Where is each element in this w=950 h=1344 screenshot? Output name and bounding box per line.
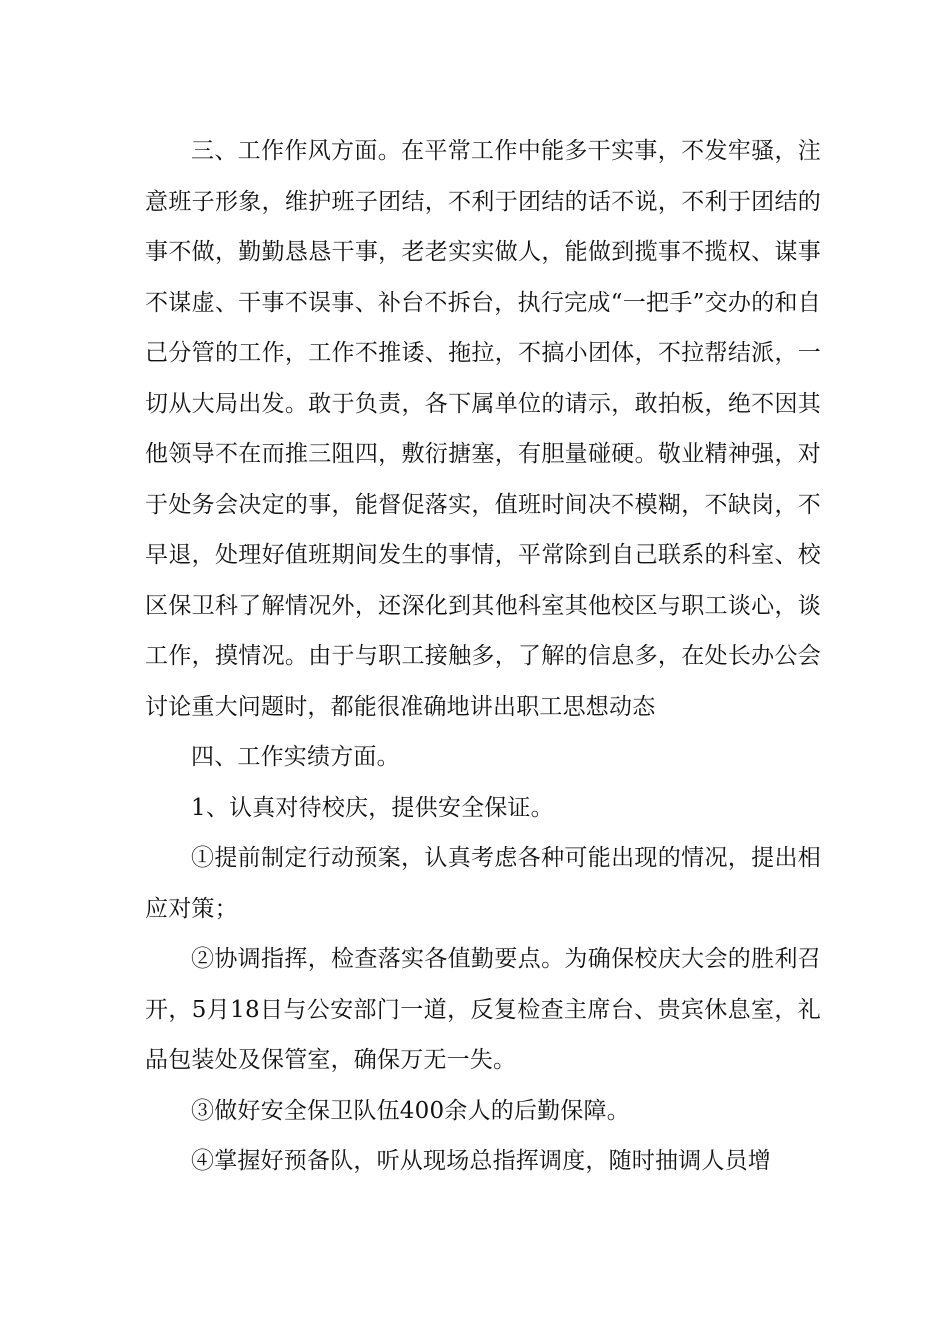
paragraph-subitem-3: ③做好安全保卫队伍400余人的后勤保障。 (191, 1097, 630, 1124)
paragraph-subitem-1: ①提前制定行动预案，认真考虑各种可能出现的情况，提出相应对策； (145, 845, 821, 922)
paragraph-item-1: 1、认真对待校庆，提供安全保证。 (191, 794, 554, 821)
paragraph-subitem-2: ②协调指挥，检查落实各值勤要点。为确保校庆大会的胜利召开，5月18日与公安部门一道，反复检查主席台、贵宾休息室，礼品包装处及保管室，确保万无一失。 (145, 946, 821, 1073)
paragraph-work-style: 三、工作作风方面。在平常工作中能多干实事，不发牢骚，注意班子形象，维护班子团结，不利于团结的话不说，不利于团结的事不做，勤勤恳恳干事，老老实实做人，能做到揽事不揽权、谋事不谋虚、干事不误事、补台不拆台，执行完成“一把手”交办的和自己分管的工作，工作不推诿、拖拉，不搞小团体，不拉帮结派，一切从大局出发。敢于负责，各下属单位的请示，敢拍板，绝不因其他领导不在而推三阻四，敷衍搪塞，有胆量碰硬。敬业精神强，对于处务会决定的事，能督促落实，值班时间决不模糊，不缺岗，不早退，处理好值班期间发生的事情，平常除到自己联系的科室、校区保卫科了解情况外，还深化到其他科室其他校区与职工谈心，谈工作，摸情况。由于与职工接触多，了解的信息多，在处长办公会讨论重大问题时，都能很准确地讲出职工思想动态 (145, 138, 821, 720)
paragraph-work-results-heading: 四、工作实绩方面。 (191, 744, 400, 770)
paragraph-subitem-4: ④掌握好预备队，听从现场总指挥调度，随时抽调人员增 (191, 1148, 771, 1174)
